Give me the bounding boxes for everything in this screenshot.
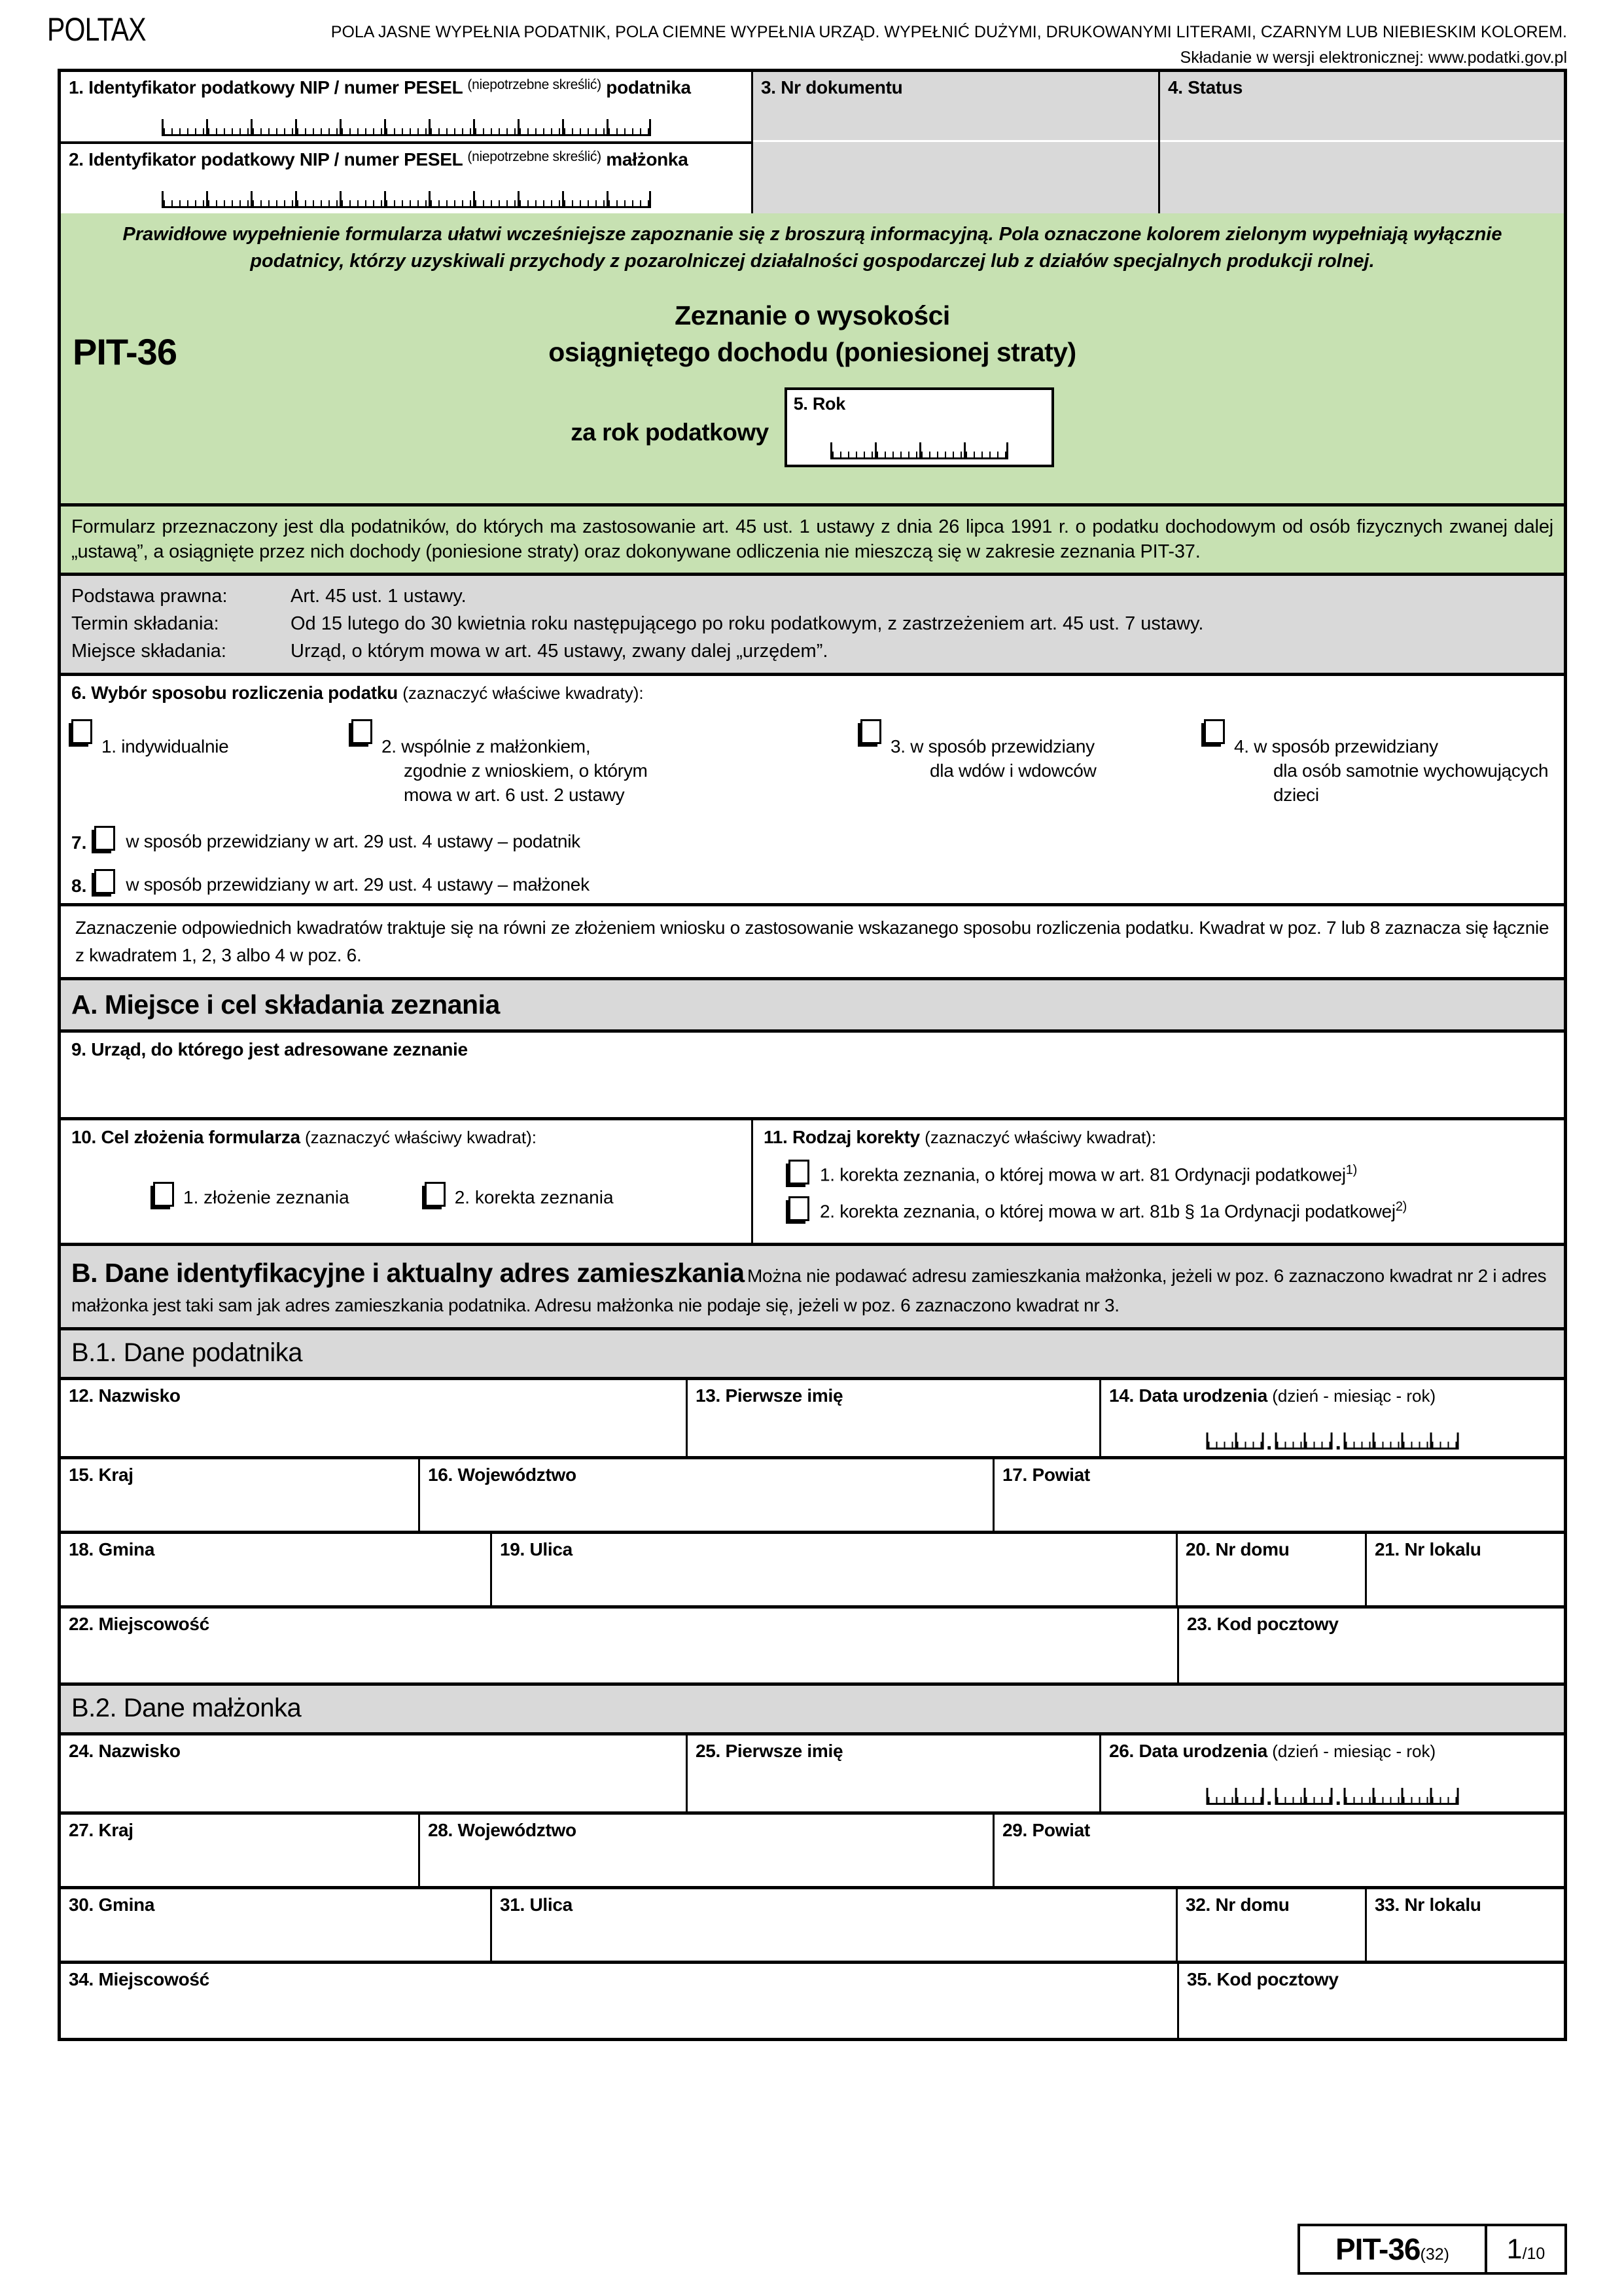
nip-comb-podatnika[interactable]: [162, 119, 651, 136]
cross-out-hint: (niepotrzebne skreślić): [467, 149, 601, 164]
field-15-kraj[interactable]: 15. Kraj: [69, 1464, 133, 1485]
birthdate-comb-malzonka[interactable]: . .: [1206, 1788, 1459, 1805]
field-21-nr-lokalu[interactable]: 21. Nr lokalu: [1365, 1534, 1564, 1605]
b2-region-row: [61, 1811, 1564, 1886]
section-b2-header: B.2. Dane małżonka: [61, 1682, 1564, 1732]
field-11-rodzaj-korekty: 11. Rodzaj korekty (zaznaczyć właściwy kwadrat): 1. korekta zeznania, o której mowa w art. 81 Ordynacji podatkowej$^{1)}$ 2. korekta zeznania, o której mowa w art. 81b § 1a Ordynacji podatkowej$^{2)}$: [753, 1120, 1564, 1243]
purpose-paragraph: Formularz przeznaczony jest dla podatników, do których ma zastosowanie art. 45 ust. 1 ustawy z dnia 26 lipca 1991 r. o podatku dochodowym od osób fizycznych zwanej dalej „ustawą”, a osiągnięte przez nich dochody (poniesione straty) oraz dokonywane odliczenia nie mieszczą się w zakresie zeznania PIT-37.: [61, 503, 1564, 573]
identification-row: [61, 72, 1564, 213]
field-35-kod-pocztowy[interactable]: 35. Kod pocztowy: [1177, 1964, 1564, 2038]
field-28-wojewodztwo[interactable]: 28. Województwo: [418, 1815, 993, 1886]
field-24-nazwisko[interactable]: 24. Nazwisko: [69, 1740, 181, 1761]
birthdate-comb-podatnika[interactable]: . .: [1206, 1432, 1459, 1450]
option-6-2-wspolnie-z-malzonkiem: 2. wspólnie z małżonkiem, zgodnie z wnioskiem, o którym mowa w art. 6 ust. 2 ustawy: [351, 719, 860, 808]
field-20-nr-domu[interactable]: 20. Nr domu: [1176, 1534, 1365, 1605]
footnote-ref-2: 2): [1395, 1200, 1407, 1215]
form-code: PIT-36: [73, 331, 177, 373]
field-9-urzad[interactable]: 9. Urząd, do którego jest adresowane zeznanie: [61, 1029, 1564, 1117]
checkbox-6-3[interactable]: [860, 719, 881, 744]
nip-comb-malzonka[interactable]: [162, 191, 651, 208]
header-notes: [331, 20, 1567, 71]
option-11-2: 2. korekta zeznania, o której mowa w art. 81b § 1a Ordynacji podatkowej$^{2)}$: [788, 1196, 1553, 1221]
field-10-cel-zlozenia: 10. Cel złożenia formularza (zaznaczyć właściwy kwadrat): 1. złożenie zeznania 2. korekta zeznania: [61, 1120, 753, 1243]
section-b-header: B. Dane identyfikacyjne i aktualny adres zamieszkania Można nie podawać adresu zamieszkania małżonka, jeżeli w poz. 6 zaznaczono kwadrat nr 2 i adres małżonka jest taki sam jak adres zamieszkania podatnika. Adresu małżonka nie podaje się, jeżeli w poz. 6 zaznaczono kwadrat nr 3.: [61, 1243, 1564, 1327]
checkbox-11-2[interactable]: [788, 1196, 809, 1221]
field-16-wojewodztwo[interactable]: 16. Województwo: [418, 1459, 993, 1531]
field-6-settlement-method: 6. Wybór sposobu rozliczenia podatku (zaznaczyć właściwe kwadraty): 1. indywidualnie 2. wspólnie z małżonkiem, zgodnie z wnioskiem, o którym mowa w art. 6 ust. 2 ustawy 3. w sposób przewidziany dla wdów i wdowców 4. w sposób przewidziany dla osób samotnie wychowujących dzieci 7. w sposób przewidziany w art. 29 ust. 4 ustawy – podatnik 8. w sposób przewidziany w art. 29 ust. 4 ustawy – małżonek: [61, 673, 1564, 903]
footer-page-number: 1 /10: [1506, 2233, 1545, 2265]
field-14-data-urodzenia[interactable]: 14. Data urodzenia (dzień - miesiąc - rok) . .: [1099, 1380, 1564, 1456]
checkbox-10-1[interactable]: [153, 1182, 174, 1207]
checkbox-6-2[interactable]: [351, 719, 372, 744]
poltax-logo: POLTAX: [47, 11, 146, 48]
fill-instruction-note: POLA JASNE WYPEŁNIA PODATNIK, POLA CIEMNE WYPEŁNIA URZĄD. WYPEŁNIĆ DUŻYMI, DRUKOWANYMI LITERAMI, CZARNYM LUB NIEBIESKIM KOLOREM.: [330, 23, 1567, 41]
option-10-1-zlozenie: 1. złożenie zeznania: [153, 1182, 349, 1207]
field-26-data-urodzenia[interactable]: 26. Data urodzenia (dzień - miesiąc - rok) . .: [1099, 1735, 1564, 1811]
form-title: Zeznanie o wysokości osiągniętego dochodu (poniesionej straty): [548, 300, 1076, 367]
taxpayer-id-column: [61, 72, 753, 213]
checkbox-8[interactable]: [94, 869, 115, 894]
page-footer-badge: [1297, 2224, 1567, 2275]
field-34-miejscowosc[interactable]: 34. Miejscowość: [69, 1968, 209, 1989]
option-6-3-wdowy-wdowcy: 3. w sposób przewidziany dla wdów i wdowców: [860, 719, 1204, 808]
section-a-header: A. Miejsce i cel składania zeznania: [61, 977, 1564, 1029]
purpose-correction-row: [61, 1117, 1564, 1243]
field-7-art29-podatnik: 7. w sposób przewidziany w art. 29 ust. 4 ustawy – podatnik: [71, 826, 1553, 851]
field-31-ulica[interactable]: 31. Ulica: [490, 1889, 1176, 1961]
filing-purpose-options: [153, 1182, 741, 1207]
b2-street-row: [61, 1886, 1564, 1961]
field-23-kod-pocztowy[interactable]: 23. Kod pocztowy: [1177, 1609, 1564, 1682]
legal-basis-row: Podstawa prawna: Art. 45 ust. 1 ustawy.: [71, 585, 467, 607]
field-4-status: 4. Status: [1160, 72, 1564, 213]
field-3-nr-dokumentu: 3. Nr dokumentu: [753, 72, 1160, 213]
legal-info: [61, 573, 1564, 673]
option-6-1-indywidualnie: 1. indywidualnie: [71, 719, 351, 808]
filing-deadline-row: Termin składania: Od 15 lutego do 30 kwietnia roku następującego po roku podatkowym, z zastrzeżeniem art. 45 ust. 7 ustawy.: [71, 613, 1204, 634]
field-32-nr-domu[interactable]: 32. Nr domu: [1176, 1889, 1365, 1961]
checkbox-11-1[interactable]: [788, 1160, 809, 1184]
field-13-pierwsze-imie[interactable]: 13. Pierwsze imię: [686, 1380, 1099, 1456]
checkbox-7[interactable]: [94, 826, 115, 851]
b1-city-row: [61, 1605, 1564, 1682]
field-33-nr-lokalu[interactable]: 33. Nr lokalu: [1365, 1889, 1564, 1961]
field-17-powiat[interactable]: 17. Powiat: [993, 1459, 1564, 1531]
footer-form-code: PIT-36 (32): [1300, 2226, 1487, 2272]
section-b1-header: B.1. Dane podatnika: [61, 1327, 1564, 1377]
field-29-powiat[interactable]: 29. Powiat: [993, 1815, 1564, 1886]
checkbox-note: Zaznaczenie odpowiednich kwadratów traktuje się na równi ze złożeniem wniosku o zastosowanie wskazanego sposobu rozliczenia podatku. Kwadrat w poz. 7 lub 8 zaznacza się łącznie z kwadratem 1, 2, 3 albo 4 w poz. 6.: [61, 903, 1564, 977]
field-27-kraj[interactable]: 27. Kraj: [69, 1819, 133, 1840]
footnote-ref-1: 1): [1345, 1163, 1357, 1178]
b2-city-row: [61, 1961, 1564, 2038]
field-30-gmina[interactable]: 30. Gmina: [69, 1894, 155, 1915]
field-18-gmina[interactable]: 18. Gmina: [69, 1539, 155, 1559]
green-notice: Prawidłowe wypełnienie formularza ułatwi wcześniejsze zapoznanie się z broszurą informacyjną. Pola oznaczone kolorem zielonym wypełniają wyłącznie podatnicy, którzy uzyskiwali przychody z pozarolniczej działalności gospodarczej lub z działów specjalnych produkcji rolnej.: [122, 224, 1502, 272]
field-12-nazwisko[interactable]: 12. Nazwisko: [69, 1385, 181, 1406]
field-8-art29-malzonek: 8. w sposób przewidziany w art. 29 ust. 4 ustawy – małżonek: [71, 869, 1553, 894]
filing-place-row: Miejsce składania: Urząd, o którym mowa w art. 45 ustawy, zwany dalej „urzędem”.: [71, 640, 828, 662]
settlement-options: [71, 719, 1553, 808]
field-1-nip-podatnika[interactable]: 1. Identyfikator podatkowy NIP / numer PESEL $^{(niepotrzebne skreślić)}$ podatnika: [61, 72, 751, 144]
form-body: [58, 69, 1567, 2041]
field-25-pierwsze-imie[interactable]: 25. Pierwsze imię: [686, 1735, 1099, 1811]
checkbox-6-4[interactable]: [1204, 719, 1225, 744]
green-title-block: [61, 213, 1564, 503]
field-19-ulica[interactable]: 19. Ulica: [490, 1534, 1176, 1605]
tax-year-label: za rok podatkowy: [571, 418, 769, 446]
title-area: [61, 274, 1564, 494]
option-10-2-korekta: 2. korekta zeznania: [425, 1182, 614, 1207]
efiling-note: Składanie w wersji elektronicznej: www.podatki.gov.pl: [1180, 48, 1567, 67]
b1-street-row: [61, 1531, 1564, 1605]
field-2-nip-malzonka[interactable]: 2. Identyfikator podatkowy NIP / numer PESEL $^{(niepotrzebne skreślić)}$ małżonka: [61, 144, 751, 213]
b1-region-row: [61, 1456, 1564, 1531]
field-22-miejscowosc[interactable]: 22. Miejscowość: [69, 1613, 209, 1634]
checkbox-6-1[interactable]: [71, 719, 92, 744]
option-11-1: 1. korekta zeznania, o której mowa w art. 81 Ordynacji podatkowej$^{1)}$: [788, 1160, 1553, 1184]
b1-name-row: [61, 1377, 1564, 1456]
form-version: (32): [1420, 2245, 1449, 2264]
field-5-rok[interactable]: 5. Rok: [785, 387, 1054, 467]
option-6-4-samotni-rodzice: 4. w sposób przewidziany dla osób samotnie wychowujących dzieci: [1204, 719, 1553, 808]
cross-out-hint: (niepotrzebne skreślić): [467, 77, 601, 92]
b2-name-row: [61, 1732, 1564, 1811]
tax-year-row: [61, 387, 1564, 467]
year-comb[interactable]: [830, 442, 1008, 459]
checkbox-10-2[interactable]: [425, 1182, 446, 1207]
